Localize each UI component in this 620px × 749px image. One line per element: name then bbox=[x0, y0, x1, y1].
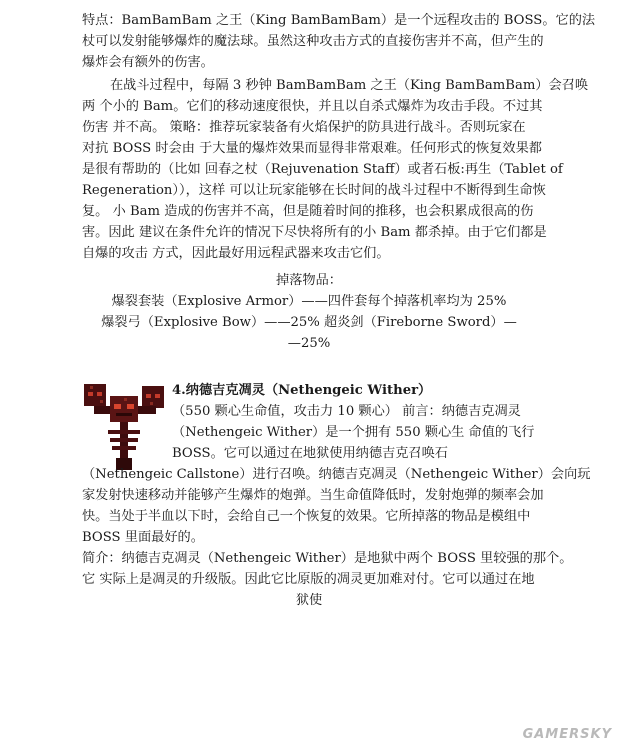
drop-item: 爆裂弓（Explosive Bow）——25% 超炎剑（Fireborne Sword）— bbox=[101, 315, 517, 330]
text-line: Regeneration）），这样 可以让玩家能够在长时间的战斗过程中不断得到生命恢 bbox=[82, 183, 546, 198]
text-line: 复。 小 Bam 造成的伤害并不高，但是随着时间的推移，也会积累成很高的伤 bbox=[82, 204, 534, 219]
text-line: 家发射快速移动并能够产生爆炸的炮弹。当生命值降低时，发射炮弹的频率会加 bbox=[82, 488, 544, 503]
drops-section bbox=[82, 270, 536, 354]
text-line: 简介：纳德吉克凋灵（Nethengeic Wither）是地狱中两个 BOSS 里较强的那个。 bbox=[82, 551, 573, 566]
text-line: 害。因此 建议在条件允许的情况下尽快将所有的小 Bam 都杀掉。由于它们都是 bbox=[82, 225, 547, 240]
wither-description bbox=[82, 464, 591, 611]
drop-item: 爆裂套装（Explosive Armor）——四件套每个掉落机率均为 25% bbox=[111, 294, 507, 309]
drops-heading: 掉落物品： bbox=[276, 273, 342, 288]
gamersky-watermark: GAMERSKY bbox=[522, 727, 612, 742]
nethengeic-wither-image bbox=[80, 380, 168, 476]
text-line: 快。当处于半血以下时，会给自己一个恢复的效果。它所掉落的物品是模组中 bbox=[82, 509, 531, 524]
drop-item: —25% bbox=[287, 336, 331, 351]
text-line: 对抗 BOSS 时会由 于大量的爆炸效果而显得非常艰难。任何形式的恢复效果都 bbox=[82, 141, 542, 156]
text-line: BOSS。它可以通过在地狱使用纳德吉克召唤石 bbox=[172, 446, 448, 461]
boss-traits-paragraph bbox=[82, 10, 596, 73]
text-line: 在战斗过程中，每隔 3 秒钟 BamBamBam 之王（King BamBamBam）会召唤 bbox=[110, 78, 589, 93]
text-line: 两 个小的 Bam。它们的移动速度很快，并且以自杀式爆炸为攻击手段。不过其 bbox=[82, 99, 543, 114]
section-title: 4.纳德吉克凋灵（Nethengeic Wither） bbox=[172, 383, 432, 398]
text-line: 杖可以发射能够爆炸的魔法球。虽然这种攻击方式的直接伤害并不高，但产生的 bbox=[82, 34, 544, 49]
text-line: 它 实际上是凋灵的升级版。因此它比原版的凋灵更加难对付。它可以通过在地 bbox=[82, 572, 535, 587]
text-line: （550 颗心生命值，攻击力 10 颗心） 前言：纳德吉克凋灵 bbox=[172, 404, 521, 419]
text-line: 是很有帮助的（比如 回春之杖（Rejuvenation Staff）或者石板:再生（Tablet of bbox=[82, 162, 563, 177]
wither-intro bbox=[172, 380, 542, 464]
battle-strategy-paragraph bbox=[82, 75, 589, 264]
text-line: 特点：BamBamBam 之王（King BamBamBam）是一个远程攻击的 BOSS。它的法 bbox=[82, 13, 596, 28]
text-line: （Nethengeic Callstone）进行召唤。纳德吉克凋灵（Nethengeic Wither）会向玩 bbox=[82, 467, 591, 482]
text-line: 伤害 并不高。 策略：推荐玩家装备有火焰保护的防具进行战斗。否则玩家在 bbox=[82, 120, 526, 135]
text-line: （Nethengeic Wither）是一个拥有 550 颗心生 命值的飞行 bbox=[172, 425, 535, 440]
text-line: 自爆的攻击 方式，因此最好用远程武器来攻击它们。 bbox=[82, 246, 390, 261]
text-line: 爆炸会有额外的伤害。 bbox=[82, 55, 214, 70]
text-line: 狱使 bbox=[295, 593, 323, 608]
text-line: BOSS 里面最好的。 bbox=[82, 530, 204, 545]
